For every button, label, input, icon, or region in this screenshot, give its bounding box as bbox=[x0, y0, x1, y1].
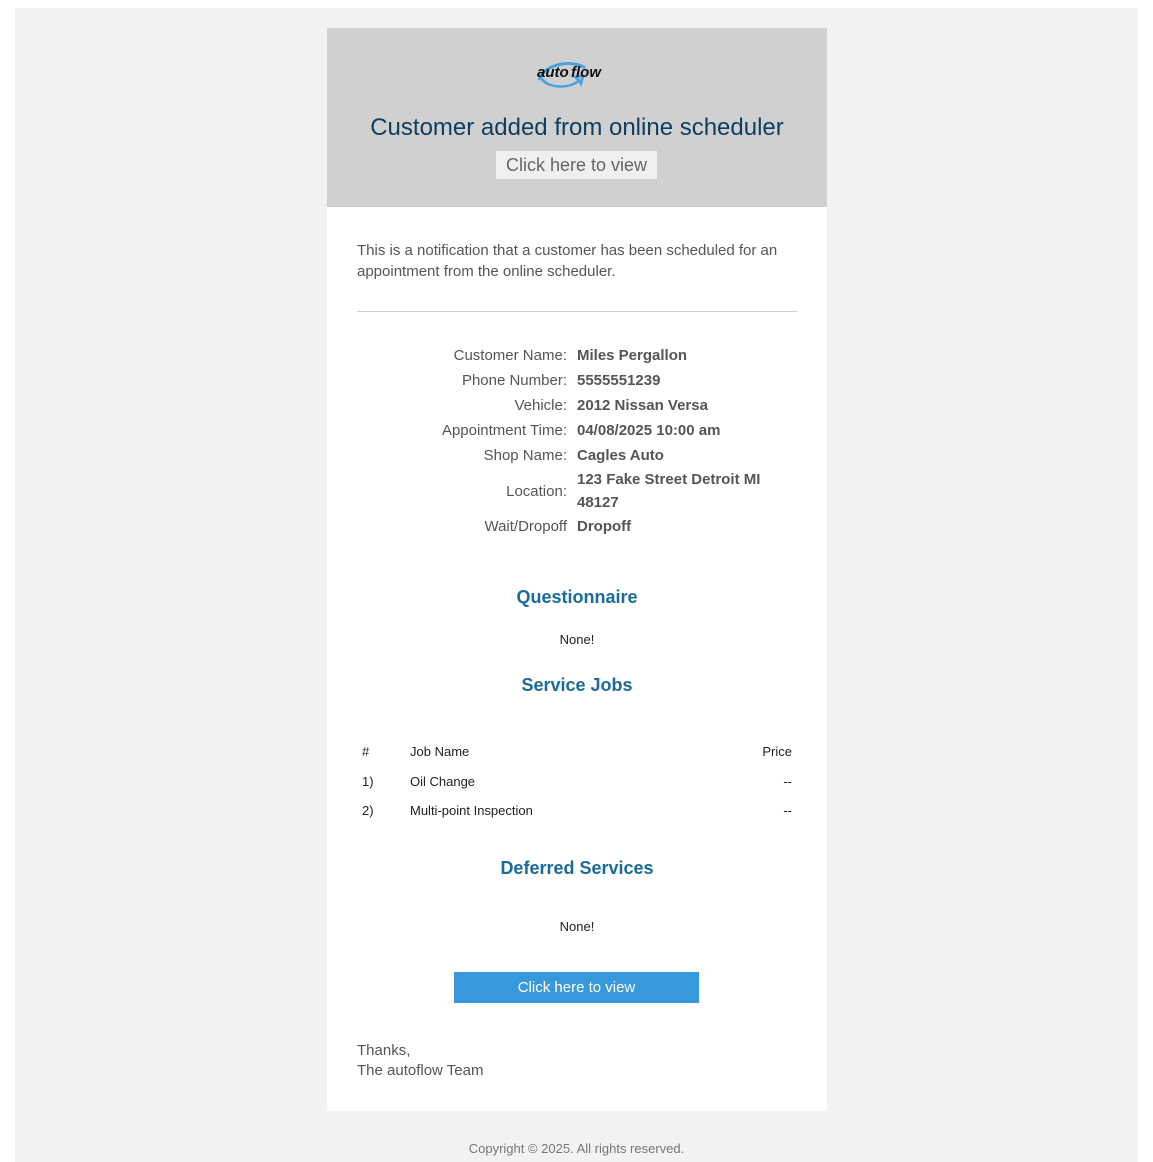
detail-label: Vehicle: bbox=[514, 397, 567, 414]
appointment-details bbox=[327, 343, 827, 539]
detail-row-shop-name bbox=[327, 443, 827, 468]
signoff-line-2: The autoflow Team bbox=[357, 1062, 484, 1079]
email-header bbox=[327, 28, 827, 207]
detail-value: 123 Fake Street Detroit MI 48127 bbox=[577, 471, 761, 511]
email-card bbox=[327, 28, 827, 1111]
detail-label: Location: bbox=[506, 482, 567, 500]
detail-value: 2012 Nissan Versa bbox=[577, 397, 708, 414]
detail-value: Miles Pergallon bbox=[577, 347, 688, 364]
detail-row-appointment-time bbox=[327, 418, 827, 443]
detail-row-phone bbox=[327, 368, 827, 393]
detail-row-customer-name bbox=[327, 343, 827, 368]
job-price: -- bbox=[783, 774, 792, 789]
detail-value: Cagles Auto bbox=[577, 447, 664, 464]
signoff-line-1: Thanks, bbox=[357, 1042, 411, 1059]
detail-value: Dropoff bbox=[577, 518, 632, 535]
svg-text:auto: auto bbox=[537, 64, 569, 81]
table-row bbox=[357, 796, 797, 825]
deferred-services-title: Deferred Services bbox=[500, 858, 654, 878]
table-header-row bbox=[357, 737, 797, 766]
detail-label: Customer Name: bbox=[453, 347, 567, 364]
email-body bbox=[327, 207, 827, 1111]
deferred-services-content: None! bbox=[559, 919, 595, 934]
column-header-price: Price bbox=[762, 744, 792, 759]
job-name: Oil Change bbox=[410, 774, 476, 789]
header-view-button[interactable]: Click here to view bbox=[496, 151, 657, 179]
detail-row-vehicle bbox=[327, 393, 827, 418]
job-number: 2) bbox=[362, 803, 374, 818]
detail-row-location bbox=[327, 468, 827, 514]
detail-label: Appointment Time: bbox=[441, 422, 567, 439]
detail-row-wait-dropoff bbox=[327, 514, 827, 539]
email-background bbox=[15, 8, 1138, 1162]
detail-label: Phone Number: bbox=[461, 372, 567, 389]
detail-value: 5555551239 bbox=[577, 372, 661, 389]
autoflow-logo bbox=[535, 60, 619, 88]
column-header-job-name: Job Name bbox=[410, 744, 470, 759]
job-name: Multi-point Inspection bbox=[410, 803, 533, 818]
header-title: Customer added from online scheduler bbox=[370, 114, 784, 141]
service-jobs-table bbox=[357, 737, 797, 825]
table-row bbox=[357, 767, 797, 796]
questionnaire-content: None! bbox=[559, 632, 595, 647]
job-number: 1) bbox=[362, 774, 374, 789]
detail-label: Shop Name: bbox=[483, 447, 567, 464]
questionnaire-title: Questionnaire bbox=[516, 587, 638, 607]
intro-text: This is a notification that a customer has been scheduled for an appointment from the online scheduler. bbox=[357, 242, 778, 280]
divider bbox=[357, 311, 797, 312]
service-jobs-title: Service Jobs bbox=[521, 675, 633, 695]
svg-text:flow: flow bbox=[571, 64, 601, 81]
view-appointment-button[interactable]: Click here to view bbox=[454, 972, 699, 1003]
footer-copyright: Copyright © 2025. All rights reserved. bbox=[468, 1141, 685, 1156]
job-price: -- bbox=[783, 803, 792, 818]
column-header-number: # bbox=[362, 744, 370, 759]
signoff bbox=[357, 1041, 483, 1081]
detail-value: 04/08/2025 10:00 am bbox=[577, 422, 721, 439]
detail-label: Wait/Dropoff bbox=[484, 518, 567, 535]
